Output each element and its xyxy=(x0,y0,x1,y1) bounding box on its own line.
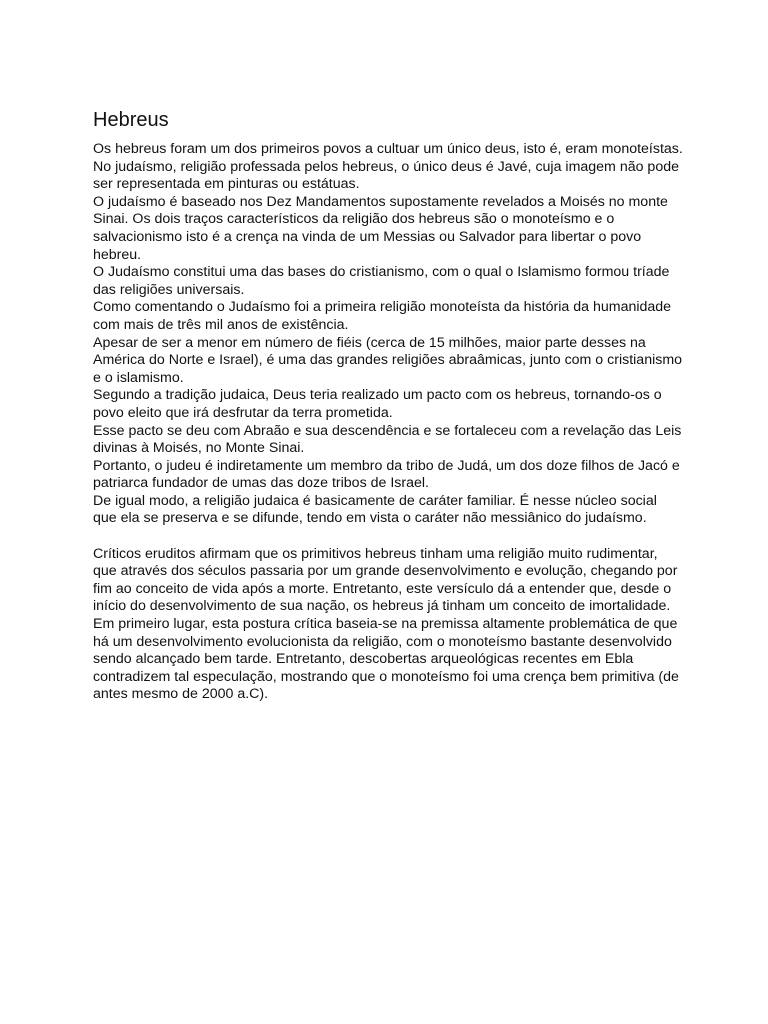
paragraph: Em primeiro lugar, esta postura crítica baseia-se na premissa altamente problemática de que há um desenvolvimento evolucionista da religião, com o monoteísmo bastante desenvolvido sendo alcançado bem tarde. Entretanto, descobertas arqueológicas recentes em Ebla contradizem tal especulação, mostrando que o monoteísmo foi uma crença bem primitiva (de antes mesmo de 2000 a.C). xyxy=(93,616,679,703)
paragraph: O judaísmo é baseado nos Dez Mandamentos supostamente revelados a Moisés no monte Sinai. Os dois traços característicos da religião dos hebreus são o monoteísmo e o salvacionismo isto é a crença na vinda de um Messias ou Salvador para libertar o povo hebreu. xyxy=(93,193,668,263)
paragraph: Esse pacto se deu com Abraão e sua descendência e se fortaleceu com a revelação das Leis divinas à Moisés, no Monte Sinai. xyxy=(93,422,682,457)
paragraph: De igual modo, a religião judaica é basicamente de caráter familiar. É nesse núcleo social que ela se preserva e se difunde, tendo em vista o caráter não messiânico do judaísmo. xyxy=(93,492,657,527)
paragraph: Apesar de ser a menor em número de fiéis (cerca de 15 milhões, maior parte desses na América do Norte e Israel), é uma das grandes religiões abraâmicas, junto com o cristianismo e o islamismo. xyxy=(93,334,683,386)
document-title: Hebreus xyxy=(93,109,169,131)
paragraph: Críticos eruditos afirmam que os primitivos hebreus tinham uma religião muito rudimentar, que através dos séculos passaria por um grande desenvolvimento e evolução, chegando por fim ao conceito de vida após a morte. Entretanto, este versículo dá a entender que, desde o início do desenvolvimento de sua nação, os hebreus já tinham um conceito de imortalidade. xyxy=(93,545,678,615)
section-1 xyxy=(93,141,683,528)
paragraph: Portanto, o judeu é indiretamente um membro da tribo de Judá, um dos doze filhos de Jacó e patriarca fundador de umas das doze tribos de Israel. xyxy=(93,457,680,492)
section-2 xyxy=(93,546,683,704)
paragraph: Como comentando o Judaísmo foi a primeira religião monoteísta da história da humanidade com mais de três mil anos de existência. xyxy=(93,299,672,333)
paragraph: Os hebreus foram um dos primeiros povos a cultuar um único deus, isto é, eram monoteístas. No judaísmo, religião professada pelos hebreus, o único deus é Javé, cuja imagem não pode ser representada em pinturas ou estátuas. xyxy=(93,141,683,193)
paragraph: Segundo a tradição judaica, Deus teria realizado um pacto com os hebreus, tornando-os o povo eleito que irá desfrutar da terra prometida. xyxy=(93,387,662,421)
blank-line xyxy=(93,528,683,546)
paragraph: O Judaísmo constitui uma das bases do cristianismo, com o qual o Islamismo formou tríade das religiões universais. xyxy=(93,264,670,298)
document-page xyxy=(93,107,683,704)
